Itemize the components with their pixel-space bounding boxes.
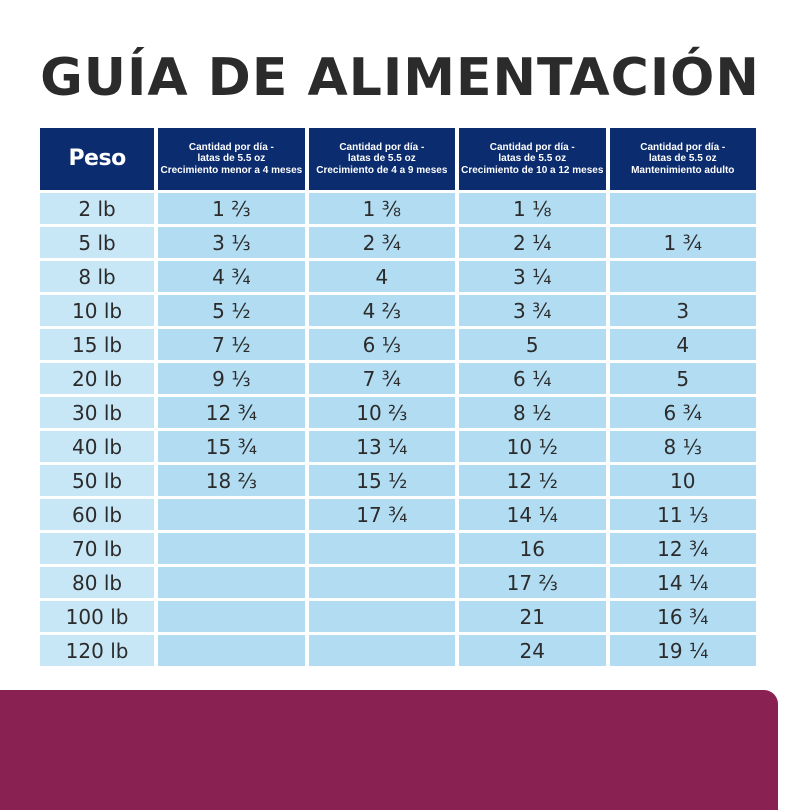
header-growth-4-to-9-months xyxy=(309,128,455,190)
amount-cell: 15 ¾ xyxy=(158,431,304,462)
amount-cell: 1 ⅔ xyxy=(158,193,304,224)
amount-cell: 14 ¼ xyxy=(610,567,757,598)
weight-cell: 2 lb xyxy=(40,193,154,224)
table-row xyxy=(40,499,756,530)
amount-cell: 4 xyxy=(610,329,757,360)
table-row xyxy=(40,295,756,326)
weight-cell: 70 lb xyxy=(40,533,154,564)
amount-cell: 13 ¼ xyxy=(309,431,455,462)
header-weight-label: Peso xyxy=(68,146,126,172)
amount-cell: 10 xyxy=(610,465,757,496)
header-line: Crecimiento de 10 a 12 meses xyxy=(461,164,604,176)
table-row xyxy=(40,465,756,496)
weight-cell: 20 lb xyxy=(40,363,154,394)
table-row xyxy=(40,431,756,462)
weight-cell: 8 lb xyxy=(40,261,154,292)
amount-cell: 15 ½ xyxy=(309,465,455,496)
header-line: Cantidad por día - xyxy=(188,141,274,153)
amount-cell: 5 ½ xyxy=(158,295,304,326)
header-line: latas de 5.5 oz xyxy=(347,153,416,165)
table-row xyxy=(40,193,756,224)
table-row xyxy=(40,601,756,632)
amount-cell: 3 ¼ xyxy=(459,261,605,292)
amount-cell xyxy=(610,261,757,292)
weight-cell: 30 lb xyxy=(40,397,154,428)
header-line: latas de 5.5 oz xyxy=(648,153,717,165)
amount-cell: 10 ⅔ xyxy=(309,397,455,428)
amount-cell: 8 ½ xyxy=(459,397,605,428)
amount-cell: 8 ⅓ xyxy=(610,431,757,462)
weight-cell: 100 lb xyxy=(40,601,154,632)
amount-cell xyxy=(158,533,304,564)
amount-cell: 7 ¾ xyxy=(309,363,455,394)
amount-cell xyxy=(158,499,304,530)
header-line: Cantidad por día - xyxy=(640,141,726,153)
header-growth-10-to-12-months xyxy=(459,128,605,190)
table-header-row xyxy=(40,128,756,190)
amount-cell: 14 ¼ xyxy=(459,499,605,530)
amount-cell: 12 ¾ xyxy=(158,397,304,428)
table-row xyxy=(40,635,756,666)
amount-cell: 1 ⅜ xyxy=(309,193,455,224)
amount-cell xyxy=(158,567,304,598)
amount-cell: 16 ¾ xyxy=(610,601,757,632)
table-row xyxy=(40,227,756,258)
header-line: latas de 5.5 oz xyxy=(197,153,266,165)
amount-cell: 2 ¼ xyxy=(459,227,605,258)
header-line: Cantidad por día - xyxy=(339,141,425,153)
table-row xyxy=(40,533,756,564)
weight-cell: 15 lb xyxy=(40,329,154,360)
amount-cell: 12 ¾ xyxy=(610,533,757,564)
amount-cell: 17 ⅔ xyxy=(459,567,605,598)
amount-cell: 21 xyxy=(459,601,605,632)
header-weight xyxy=(40,128,154,190)
page-title: GUÍA DE ALIMENTACIÓN xyxy=(40,48,760,108)
amount-cell: 3 xyxy=(610,295,757,326)
table-row xyxy=(40,261,756,292)
amount-cell: 10 ½ xyxy=(459,431,605,462)
amount-cell: 3 ¾ xyxy=(459,295,605,326)
table-row xyxy=(40,329,756,360)
footer-band xyxy=(0,690,778,810)
header-line: latas de 5.5 oz xyxy=(498,153,567,165)
amount-cell xyxy=(309,567,455,598)
amount-cell: 17 ¾ xyxy=(309,499,455,530)
header-growth-under-4-months xyxy=(158,128,304,190)
weight-cell: 40 lb xyxy=(40,431,154,462)
header-line: Crecimiento menor a 4 meses xyxy=(160,164,303,176)
table-row xyxy=(40,567,756,598)
amount-cell: 11 ⅓ xyxy=(610,499,757,530)
amount-cell: 3 ⅓ xyxy=(158,227,304,258)
amount-cell: 6 ¾ xyxy=(610,397,757,428)
weight-cell: 10 lb xyxy=(40,295,154,326)
amount-cell: 12 ½ xyxy=(459,465,605,496)
amount-cell xyxy=(309,533,455,564)
amount-cell: 18 ⅔ xyxy=(158,465,304,496)
amount-cell xyxy=(309,601,455,632)
amount-cell xyxy=(610,193,757,224)
amount-cell: 7 ½ xyxy=(158,329,304,360)
amount-cell: 1 ⅛ xyxy=(459,193,605,224)
weight-cell: 50 lb xyxy=(40,465,154,496)
amount-cell: 2 ¾ xyxy=(309,227,455,258)
amount-cell: 9 ⅓ xyxy=(158,363,304,394)
table-body xyxy=(40,193,756,666)
table-row xyxy=(40,363,756,394)
weight-cell: 5 lb xyxy=(40,227,154,258)
weight-cell: 80 lb xyxy=(40,567,154,598)
amount-cell: 6 ¼ xyxy=(459,363,605,394)
amount-cell: 19 ¼ xyxy=(610,635,757,666)
amount-cell: 4 xyxy=(309,261,455,292)
header-line: Cantidad por día - xyxy=(489,141,575,153)
amount-cell: 6 ⅓ xyxy=(309,329,455,360)
amount-cell: 5 xyxy=(610,363,757,394)
amount-cell: 5 xyxy=(459,329,605,360)
header-adult-maintenance xyxy=(610,128,757,190)
table-row xyxy=(40,397,756,428)
amount-cell xyxy=(158,635,304,666)
feeding-guide-table xyxy=(36,125,760,669)
amount-cell: 16 xyxy=(459,533,605,564)
amount-cell: 4 ⅔ xyxy=(309,295,455,326)
weight-cell: 60 lb xyxy=(40,499,154,530)
amount-cell xyxy=(309,635,455,666)
header-line: Mantenimiento adulto xyxy=(631,164,735,176)
amount-cell xyxy=(158,601,304,632)
weight-cell: 120 lb xyxy=(40,635,154,666)
amount-cell: 1 ¾ xyxy=(610,227,757,258)
header-line: Crecimiento de 4 a 9 meses xyxy=(316,164,448,176)
amount-cell: 24 xyxy=(459,635,605,666)
amount-cell: 4 ¾ xyxy=(158,261,304,292)
